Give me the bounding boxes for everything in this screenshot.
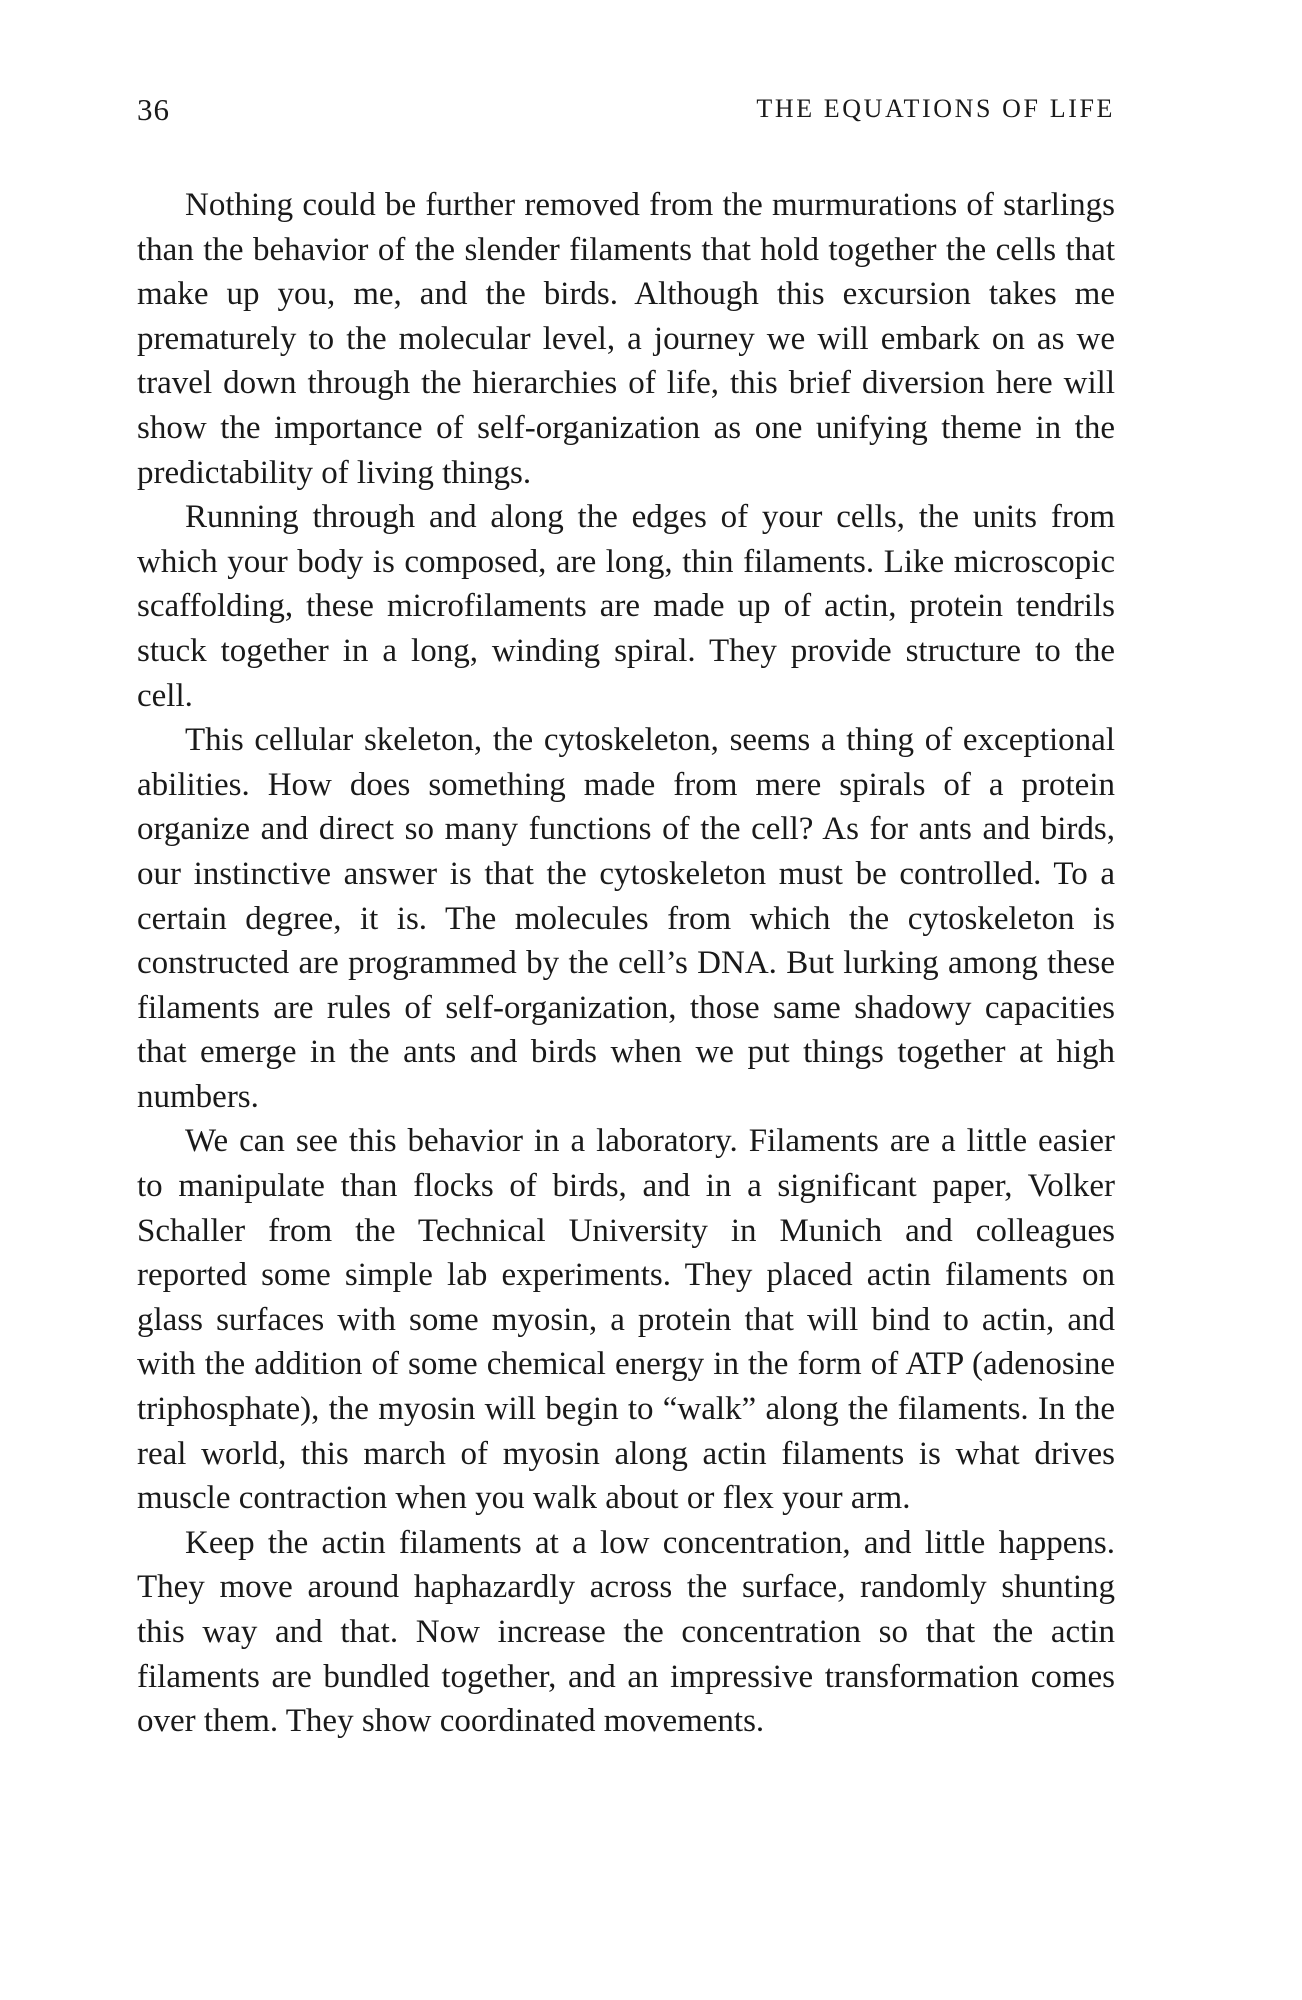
paragraph: We can see this behavior in a laboratory. Filaments are a little easier to manipulate than flocks of birds, and in a significant paper, Volker Schaller from the Technical University in Munich and colleagues reported some simple lab experiments. They placed actin filaments on glass surfaces with some myosin, a protein that will bind to actin, and with the addition of some chemical energy in the form of ATP (adenosine triphosphate), the myosin will begin to “walk” along the filaments. In the real world, this march of myosin along actin filaments is what drives muscle contraction when you walk about or flex your arm.	[137, 1123, 1115, 1517]
paragraph: Running through and along the edges of your cells, the units from which your body is composed, are long, thin filaments. Like microscopic scaffolding, these microfilaments are made up of actin, protein tendrils stuck together in a long, winding spiral. They provide structure to the cell.	[137, 499, 1115, 714]
running-head	[137, 92, 1115, 142]
paragraph: Keep the actin filaments at a low concentration, and little happens. They move around haphazardly across the surface, randomly shunting this way and that. Now increase the concentration so that the actin filaments are bundled together, and an impressive transformation comes over them. They show coordinated movements.	[137, 1524, 1115, 1740]
body-text	[137, 183, 1115, 1744]
paragraph: This cellular skeleton, the cytoskeleton, seems a thing of exceptional abilities. How does something made from mere spirals of a protein organize and direct so many functions of the cell? As for ants and birds, our instinctive answer is that the cytoskeleton must be controlled. To a certain degree, it is. The molecules from which the cytoskeleton is constructed are programmed by the cell’s DNA. But lurking among these filaments are rules of self-organization, those same shadowy capacities that emerge in the ants and birds when we put things together at high numbers.	[137, 722, 1115, 1115]
page-number: 36	[137, 92, 170, 127]
running-title: THE EQUATIONS OF LIFE	[756, 94, 1115, 123]
paragraph: Nothing could be further removed from the murmurations of starlings than the behavior of the slender filaments that hold together the cells that make up you, me, and the birds. Although this excursion takes me prematurely to the molecular level, a journey we will embark on as we travel down through the hierarchies of life, this brief diversion here will show the importance of self-organization as one unifying theme in the predictability of living things.	[137, 187, 1115, 491]
